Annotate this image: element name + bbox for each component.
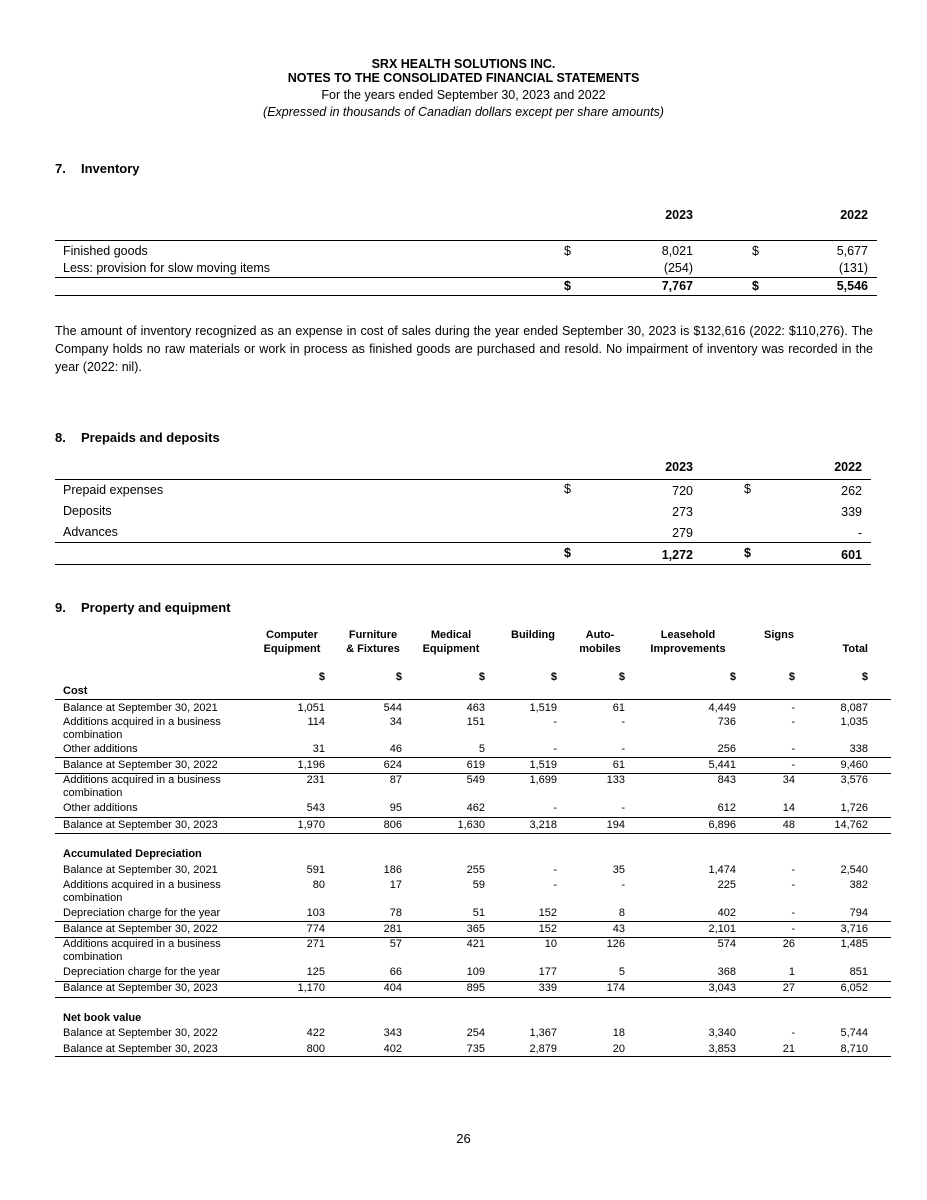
ppe-cell: 1,474 [708,864,736,876]
ppe-cell: 17 [389,879,402,891]
page-number: 26 [456,1131,471,1146]
ppe-cell: 402 [717,907,736,919]
ppe-cell: 3,218 [529,819,557,831]
ppe-cell: 8,087 [840,702,868,714]
ppe-column-line1: Signs [764,629,794,641]
ppe-row-label: Balance at September 30, 2023 [63,982,218,994]
ppe-cell: 800 [306,1043,325,1055]
ppe-cell: 612 [717,802,736,814]
prepaids-value-2023: 720 [672,484,693,498]
ppe-cell: 421 [466,938,485,950]
ppe-cell: 61 [612,702,625,714]
ppe-rule [55,833,891,834]
ppe-column-header [808,628,868,656]
ppe-cell: 549 [466,774,485,786]
ppe-column-line2: & Fixtures [346,643,400,655]
inventory-year-2022: 2022 [840,208,868,222]
ppe-cell: - [791,702,795,714]
ppe-cell: 338 [849,743,868,755]
ppe-cell: 1,519 [529,702,557,714]
ppe-cell: 3,716 [840,923,868,935]
ppe-cell: 3,576 [840,774,868,786]
inventory-title: Inventory [81,161,140,176]
ppe-row-label: Balance at September 30, 2022 [63,923,218,935]
ppe-cell: 78 [389,907,402,919]
document-title: NOTES TO THE CONSOLIDATED FINANCIAL STATEMENTS [287,71,640,85]
prepaids-number: 8. [55,430,66,445]
ppe-cell: 2,101 [708,923,736,935]
ppe-cell: 794 [849,907,868,919]
inventory-top-rule [55,240,877,241]
ppe-cell: 1,630 [457,819,485,831]
ppe-cell: 2,540 [840,864,868,876]
ppe-cell: 26 [782,938,795,950]
ppe-cell: 8,710 [840,1043,868,1055]
ppe-cell: 31 [312,743,325,755]
ppe-cell: 14,762 [834,819,868,831]
inventory-total-2023: 7,767 [661,279,693,293]
prepaids-row-label: Advances [63,525,118,539]
ppe-cell: 1,196 [297,759,325,771]
currency-sign: $ [564,546,571,560]
ppe-column-line1: Auto- [585,629,615,641]
ppe-cell: 1,170 [297,982,325,994]
ppe-cell: 21 [782,1043,795,1055]
ppe-cell: 591 [306,864,325,876]
ppe-cell: 87 [389,774,402,786]
ppe-cell: - [791,923,795,935]
ppe-cell: 271 [306,938,325,950]
ppe-cell: 151 [466,716,485,728]
ppe-cell: 1,726 [840,802,868,814]
ppe-cell: 256 [717,743,736,755]
prepaids-value-2022: 339 [841,505,862,519]
ppe-rule [55,699,891,700]
inventory-total-2022: 5,546 [836,279,868,293]
ppe-cell: 114 [307,716,325,728]
ppe-cell: 6,052 [840,982,868,994]
ppe-row-label: Balance at September 30, 2023 [63,819,218,831]
ppe-cell: 8 [618,907,625,919]
ppe-column-line1: Medical [430,629,472,641]
ppe-cell: 14 [782,802,795,814]
ppe-cell: 6,896 [708,819,736,831]
prepaids-subtotal-rule [55,542,871,543]
ppe-group-heading: Cost [63,685,88,697]
prepaids-bottom-rule [55,564,871,565]
ppe-column-header [744,628,814,642]
ppe-cell: 3,853 [708,1043,736,1055]
ppe-cell: 255 [466,864,485,876]
ppe-cell: 231 [306,774,325,786]
ppe-cell: 895 [466,982,485,994]
ppe-row-label: Balance at September 30, 2022 [63,759,218,771]
ppe-group-heading: Net book value [63,1012,142,1024]
ppe-cell: 174 [606,982,625,994]
ppe-cell: - [553,802,557,814]
ppe-cell: 462 [466,802,485,814]
ppe-row-label: Additions acquired in a business combination [63,716,221,741]
ppe-row-label: Additions acquired in a business combination [63,879,221,904]
ppe-cell: 1,485 [840,938,868,950]
ppe-currency-sign: $ [618,671,625,683]
ppe-cell: 186 [383,864,402,876]
ppe-cell: 133 [606,774,625,786]
ppe-cell: 735 [466,1043,485,1055]
ppe-cell: 4,449 [708,702,736,714]
ppe-row-label: Other additions [63,802,138,814]
ppe-column-line2: Equipment [263,643,321,655]
ppe-rule [55,921,891,922]
ppe-currency-sign: $ [729,671,736,683]
ppe-cell: 3,340 [708,1027,736,1039]
currency-sign: $ [744,482,751,496]
ppe-cell: 109 [466,966,485,978]
ppe-row-label: Depreciation charge for the year [63,907,221,919]
ppe-heading [55,600,231,615]
ppe-cell: - [621,716,625,728]
ppe-cell: 152 [538,923,557,935]
ppe-cell: 343 [383,1027,402,1039]
ppe-cell: 126 [606,938,625,950]
ppe-column-line2: mobiles [579,643,621,655]
ppe-cell: 382 [849,879,868,891]
inventory-heading [55,161,140,176]
ppe-currency-sign: $ [861,671,868,683]
ppe-currency-sign: $ [550,671,557,683]
ppe-cell: 10 [544,938,557,950]
ppe-cell: 843 [717,774,736,786]
ppe-cell: 1,699 [529,774,557,786]
ppe-currency-sign: $ [318,671,325,683]
inventory-number: 7. [55,161,66,176]
ppe-cell: - [621,802,625,814]
inventory-value-2023: 8,021 [661,244,693,258]
prepaids-value-2022: 262 [841,484,862,498]
ppe-cell: 61 [612,759,625,771]
ppe-rule [55,773,891,774]
ppe-cell: 574 [717,938,736,950]
ppe-cell: - [553,743,557,755]
ppe-row-label: Depreciation charge for the year [63,966,221,978]
prepaids-heading [55,430,220,445]
ppe-cell: 51 [472,907,485,919]
ppe-rule [55,981,891,982]
ppe-currency-sign: $ [788,671,795,683]
ppe-cell: 365 [466,923,485,935]
ppe-row-label: Additions acquired in a business combination [63,938,221,963]
company-name: SRX HEALTH SOLUTIONS INC. [371,57,556,71]
ppe-cell: 20 [612,1043,625,1055]
ppe-cell: 57 [389,938,402,950]
currency-sign: $ [564,279,571,293]
ppe-row-label: Additions acquired in a business combination [63,774,221,799]
prepaids-row-label: Prepaid expenses [63,483,164,497]
ppe-cell: 18 [612,1027,625,1039]
currency-sign: $ [744,546,751,560]
ppe-cell: 544 [383,702,402,714]
currency-note: (Expressed in thousands of Canadian dollars except per share amounts) [263,105,664,119]
ppe-cell: 281 [383,923,402,935]
ppe-cell: - [553,864,557,876]
prepaids-row-label: Deposits [63,504,112,518]
ppe-row-label: Balance at September 30, 2023 [63,1043,218,1055]
ppe-row-label: Balance at September 30, 2021 [63,864,218,876]
ppe-cell: 103 [306,907,325,919]
ppe-cell: 95 [389,802,402,814]
inventory-value-2022: 5,677 [836,244,868,258]
currency-sign: $ [752,279,759,293]
ppe-column-line1: Leasehold [660,629,716,641]
ppe-cell: 59 [472,879,485,891]
ppe-cell: 5,744 [840,1027,868,1039]
ppe-cell: 1,051 [297,702,325,714]
ppe-rule [55,937,891,938]
ppe-cell: 125 [306,966,325,978]
ppe-column-line2: Equipment [422,643,480,655]
ppe-cell: 5 [478,743,485,755]
ppe-cell: 806 [383,819,402,831]
ppe-cell: 339 [538,982,557,994]
ppe-cell: 851 [849,966,868,978]
ppe-cell: - [791,864,795,876]
inventory-subtotal-rule [55,277,877,278]
ppe-cell: - [791,716,795,728]
ppe-rule [55,817,891,818]
ppe-cell: 774 [306,923,325,935]
prepaids-total-2022: 601 [841,548,862,562]
ppe-cell: 624 [383,759,402,771]
prepaids-year-2022: 2022 [834,460,862,474]
ppe-cell: 5 [618,966,625,978]
ppe-cell: 404 [383,982,402,994]
period-subtitle: For the years ended September 30, 2023 and 2022 [321,88,606,102]
ppe-cell: 422 [306,1027,325,1039]
ppe-cell: 34 [389,716,402,728]
prepaids-value-2023: 273 [672,505,693,519]
ppe-row-label: Other additions [63,743,138,755]
ppe-cell: 225 [717,879,736,891]
prepaids-year-2023: 2023 [665,460,693,474]
ppe-cell: 463 [466,702,485,714]
prepaids-value-2023: 279 [672,526,693,540]
inventory-year-2023: 2023 [665,208,693,222]
ppe-currency-sign: $ [395,671,402,683]
ppe-cell: - [791,879,795,891]
ppe-cell: 368 [717,966,736,978]
ppe-cell: 48 [782,819,795,831]
ppe-cell: 402 [383,1043,402,1055]
ppe-cell: - [791,1027,795,1039]
ppe-column-header [252,628,332,656]
ppe-cell: - [553,879,557,891]
ppe-cell: 736 [717,716,736,728]
ppe-cell: 1,519 [529,759,557,771]
ppe-row-label: Balance at September 30, 2021 [63,702,218,714]
prepaids-total-2023: 1,272 [661,548,693,562]
ppe-column-header [411,628,491,656]
ppe-group-heading: Accumulated Depreciation [63,848,202,860]
ppe-currency-sign: $ [478,671,485,683]
ppe-cell: - [791,907,795,919]
ppe-cell: 1,367 [529,1027,557,1039]
ppe-cell: 619 [466,759,485,771]
ppe-cell: 43 [612,923,625,935]
ppe-column-line1: Furniture [348,629,398,641]
inventory-row-label: Less: provision for slow moving items [63,261,271,275]
ppe-column-line2: Improvements [650,643,726,655]
ppe-cell: 9,460 [840,759,868,771]
ppe-cell: 1,970 [297,819,325,831]
ppe-cell: 152 [538,907,557,919]
currency-sign: $ [564,244,571,258]
prepaids-title: Prepaids and deposits [81,430,220,445]
ppe-cell: - [553,716,557,728]
ppe-rule [55,1056,891,1057]
prepaids-value-2022: - [857,526,862,540]
ppe-cell: 80 [312,879,325,891]
ppe-column-line1 [808,628,868,642]
ppe-rule [55,997,891,998]
ppe-cell: - [791,759,795,771]
ppe-column-header [633,628,743,656]
ppe-cell: - [791,743,795,755]
ppe-cell: 1 [788,966,795,978]
ppe-row-label: Balance at September 30, 2022 [63,1027,218,1039]
ppe-cell: 35 [612,864,625,876]
ppe-cell: - [621,879,625,891]
ppe-rule [55,757,891,758]
ppe-cell: 46 [389,743,402,755]
inventory-value-2023: (254) [663,261,693,275]
ppe-cell: 66 [389,966,402,978]
ppe-cell: 254 [466,1027,485,1039]
ppe-cell: 27 [782,982,795,994]
ppe-cell: 177 [538,966,557,978]
ppe-number: 9. [55,600,66,615]
inventory-value-2022: (131) [838,261,868,275]
currency-sign: $ [564,482,571,496]
ppe-cell: 3,043 [708,982,736,994]
ppe-cell: - [621,743,625,755]
ppe-column-line1: Computer [266,629,318,641]
inventory-bottom-rule [55,295,877,296]
inventory-paragraph: The amount of inventory recognized as an expense in cost of sales during the year ended September 30, 2023 is $132,616 (2022: $110,276). The Company holds no raw materials or work in process as finished goods are purchased and resold. No impairment of inventory was recorded in the year (2022: nil). [55,324,873,374]
ppe-column-line2: Total [842,643,868,655]
ppe-column-header [333,628,413,656]
prepaids-top-rule [55,479,871,480]
ppe-cell: 5,441 [708,759,736,771]
currency-sign: $ [752,244,759,258]
inventory-row-label: Finished goods [63,244,148,258]
ppe-column-header [560,628,640,656]
ppe-title: Property and equipment [81,600,231,615]
ppe-cell: 1,035 [840,716,868,728]
ppe-cell: 543 [306,802,325,814]
ppe-cell: 34 [782,774,795,786]
ppe-column-line1: Building [511,629,555,641]
ppe-cell: 2,879 [529,1043,557,1055]
ppe-cell: 194 [606,819,625,831]
